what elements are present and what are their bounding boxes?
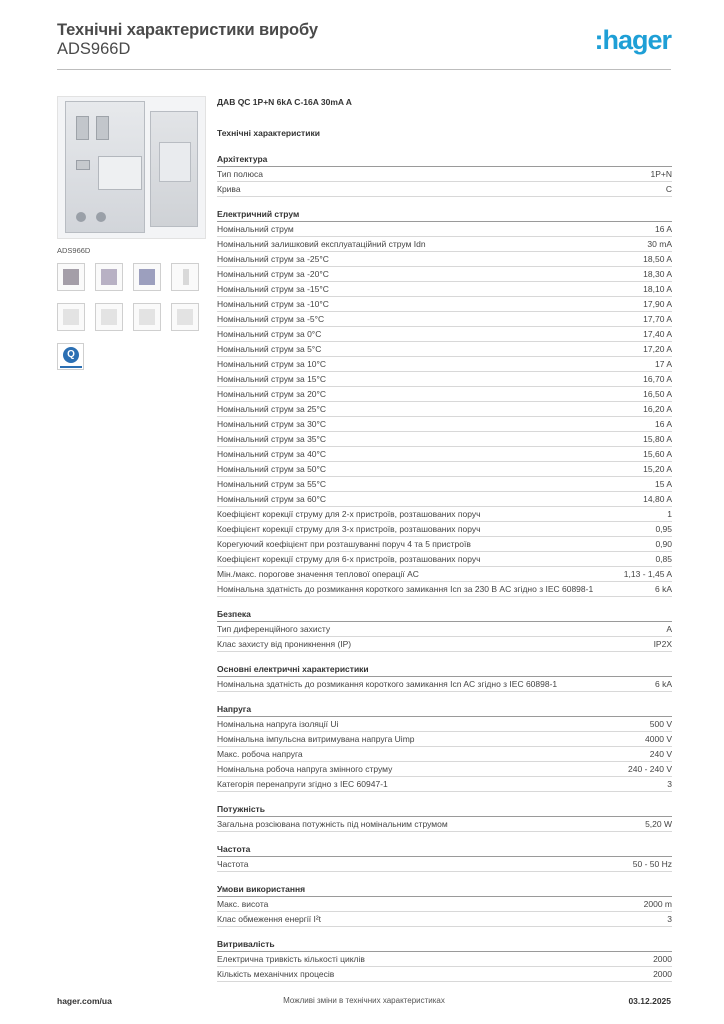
spec-row <box>217 462 672 477</box>
spec-value: 4000 V <box>645 734 672 744</box>
spec-value: 16,70 A <box>643 374 672 384</box>
spec-label: Номінальна робоча напруга змінного струму <box>217 764 393 774</box>
spec-label: Номінальна здатність до розмикання короткого замикання Icn за 230 В AC згідно з IEC 60898-1 <box>217 584 594 594</box>
spec-value: 16,20 A <box>643 404 672 414</box>
toggle-switch-icon <box>96 116 109 140</box>
thumbnail-image <box>101 309 117 325</box>
device-label-image <box>159 142 191 182</box>
spec-label: Номінальна напруга ізоляції Ui <box>217 719 339 729</box>
product-name: ДАВ QC 1P+N 6kA C-16A 30mA A <box>217 97 352 107</box>
spec-row <box>217 762 672 777</box>
section-title: Умови використання <box>217 883 672 897</box>
spec-value: 18,10 A <box>643 284 672 294</box>
thumbnail-image <box>101 269 117 285</box>
spec-row <box>217 182 672 197</box>
spec-row <box>217 717 672 732</box>
spec-row <box>217 282 672 297</box>
thumbnail-image <box>139 269 155 285</box>
spec-value: 14,80 A <box>643 494 672 504</box>
page-footer <box>57 994 671 1010</box>
spec-value: 3 <box>667 914 672 924</box>
spec-row <box>217 622 672 637</box>
spec-row <box>217 507 672 522</box>
spec-row <box>217 297 672 312</box>
section-title: Архітектура <box>217 153 672 167</box>
spec-label: Коефіцієнт корекції струму для 6-х пристроїв, розташованих поруч <box>217 554 481 564</box>
spec-row <box>217 582 672 597</box>
thumbnail-image <box>177 309 193 325</box>
spec-value: 18,30 A <box>643 269 672 279</box>
spec-row <box>217 897 672 912</box>
spec-label: Номінальний струм за 15°C <box>217 374 327 384</box>
spec-value: 16 A <box>654 224 672 234</box>
spec-label: Номінальний струм за 55°C <box>217 479 327 489</box>
device-side-image <box>150 111 198 227</box>
device-label-image <box>98 156 142 190</box>
spec-section <box>217 883 672 927</box>
thumbnail-6[interactable] <box>95 303 123 331</box>
spec-value: 5,20 W <box>645 819 672 829</box>
page-header <box>57 20 671 70</box>
spec-value: 0,85 <box>655 554 672 564</box>
thumbnail-5[interactable] <box>57 303 85 331</box>
spec-row <box>217 167 672 182</box>
spec-row <box>217 522 672 537</box>
spec-value: 3 <box>667 779 672 789</box>
photo-caption: ADS966D <box>57 246 91 255</box>
spec-label: Номінальний струм за -5°C <box>217 314 325 324</box>
spec-row <box>217 967 672 982</box>
spec-row <box>217 342 672 357</box>
product-gallery <box>57 96 207 370</box>
spec-value: IP2X <box>653 639 672 649</box>
spec-label: Тип полюса <box>217 169 263 179</box>
q-mark-icon: Q <box>63 347 79 363</box>
spec-row <box>217 327 672 342</box>
spec-label: Номінальний залишковий експлуатаційний струм Idn <box>217 239 426 249</box>
thumbnail-2[interactable] <box>95 263 123 291</box>
spec-value: 1 <box>667 509 672 519</box>
spec-value: 0,90 <box>655 539 672 549</box>
spec-section <box>217 663 672 692</box>
device-front-image <box>65 101 145 233</box>
spec-row <box>217 777 672 792</box>
spec-row <box>217 492 672 507</box>
footer-note: Можливі зміни в технічних характеристиках <box>283 996 445 1005</box>
terminal-screw-icon <box>76 212 86 222</box>
test-button-icon <box>76 160 90 170</box>
spec-value: 17,90 A <box>643 299 672 309</box>
spec-row <box>217 267 672 282</box>
spec-value: 0,95 <box>655 524 672 534</box>
spec-label: Номінальний струм <box>217 224 294 234</box>
page-title: Технічні характеристики виробу <box>57 21 318 39</box>
thumbnail-image <box>139 309 155 325</box>
section-title: Витривалість <box>217 938 672 952</box>
spec-value: 17,40 A <box>643 329 672 339</box>
spec-label: Кількість механічних процесів <box>217 969 335 979</box>
thumbnail-grid <box>57 263 207 331</box>
spec-value: 15,60 A <box>643 449 672 459</box>
spec-section <box>217 153 672 197</box>
spec-row <box>217 747 672 762</box>
spec-label: Номінальний струм за -15°C <box>217 284 329 294</box>
spec-label: Категорія перенапруги згідно з IEC 60947-1 <box>217 779 388 789</box>
spec-value: 2000 m <box>643 899 672 909</box>
product-code: ADS966D <box>57 40 131 58</box>
spec-row <box>217 387 672 402</box>
spec-row <box>217 222 672 237</box>
spec-row <box>217 952 672 967</box>
thumbnail-4[interactable] <box>171 263 199 291</box>
spec-label: Номінальний струм за 50°C <box>217 464 327 474</box>
spec-row <box>217 817 672 832</box>
spec-value: 240 - 240 V <box>628 764 672 774</box>
spec-row <box>217 357 672 372</box>
spec-label: Номінальний струм за 20°C <box>217 389 327 399</box>
thumbnail-image <box>63 309 79 325</box>
spec-label: Номінальний струм за 40°C <box>217 449 327 459</box>
spec-label: Макс. робоча напруга <box>217 749 303 759</box>
spec-value: 16 A <box>654 419 672 429</box>
spec-row <box>217 447 672 462</box>
spec-row <box>217 432 672 447</box>
badge-stripe <box>60 366 82 368</box>
spec-value: 15,80 A <box>643 434 672 444</box>
spec-label: Електрична тривкість кількості циклів <box>217 954 365 964</box>
section-title: Потужність <box>217 803 672 817</box>
thumbnail-image <box>63 269 79 285</box>
spec-label: Номінальна здатність до розмикання короткого замикання Icn AC згідно з IEC 60898-1 <box>217 679 558 689</box>
spec-row <box>217 637 672 652</box>
spec-value: 6 kA <box>654 584 672 594</box>
spec-value: 1P+N <box>650 169 672 179</box>
spec-row <box>217 402 672 417</box>
spec-row <box>217 732 672 747</box>
spec-label: Тип диференційного захисту <box>217 624 331 634</box>
spec-label: Номінальна імпульсна витримувана напруга Uimp <box>217 734 415 744</box>
spec-value: A <box>666 624 672 634</box>
spec-value: 1,13 - 1,45 A <box>623 569 672 579</box>
spec-value: C <box>665 184 672 194</box>
spec-label: Номінальний струм за 25°C <box>217 404 327 414</box>
thumbnail-1[interactable] <box>57 263 85 291</box>
spec-section <box>217 803 672 832</box>
section-title: Електричний струм <box>217 208 672 222</box>
spec-row <box>217 252 672 267</box>
spec-label: Коефіцієнт корекції струму для 3-х пристроїв, розташованих поруч <box>217 524 481 534</box>
spec-sections <box>217 153 672 982</box>
spec-section <box>217 608 672 652</box>
spec-value: 17 A <box>654 359 672 369</box>
spec-label: Номінальний струм за 10°C <box>217 359 327 369</box>
spec-section <box>217 703 672 792</box>
spec-label: Номінальний струм за -25°C <box>217 254 329 264</box>
spec-label: Клас обмеження енергії I²t <box>217 914 322 924</box>
spec-label: Мін./макс. порогове значення теплової операції AC <box>217 569 419 579</box>
spec-label: Номінальний струм за -20°C <box>217 269 329 279</box>
spec-row <box>217 552 672 567</box>
spec-label: Частота <box>217 859 249 869</box>
spec-value: 2000 <box>653 969 672 979</box>
spec-value: 6 kA <box>654 679 672 689</box>
spec-row <box>217 537 672 552</box>
spec-row <box>217 417 672 432</box>
spec-row <box>217 677 672 692</box>
spec-label: Коефіцієнт корекції струму для 2-х пристроїв, розташованих поруч <box>217 509 481 519</box>
spec-label: Номінальний струм за 0°C <box>217 329 322 339</box>
spec-row <box>217 567 672 582</box>
spec-value: 30 mA <box>647 239 672 249</box>
spec-label: Номінальний струм за 5°C <box>217 344 322 354</box>
toggle-switch-icon <box>76 116 89 140</box>
thumbnail-image <box>183 269 189 285</box>
footer-date: 03.12.2025 <box>628 996 671 1006</box>
spec-value: 15 A <box>654 479 672 489</box>
thumbnail-3[interactable] <box>133 263 161 291</box>
spec-value: 17,20 A <box>643 344 672 354</box>
section-title: Напруга <box>217 703 672 717</box>
spec-panel <box>217 95 672 982</box>
spec-section <box>217 938 672 982</box>
quality-badge-icon <box>57 343 84 370</box>
spec-heading: Технічні характеристики <box>217 128 320 138</box>
spec-label: Клас захисту від проникнення (IP) <box>217 639 352 649</box>
spec-label: Номінальний струм за 35°C <box>217 434 327 444</box>
spec-label: Номінальний струм за 30°C <box>217 419 327 429</box>
spec-value: 50 - 50 Hz <box>632 859 672 869</box>
hager-logo[interactable]: :hager <box>594 25 671 55</box>
spec-label: Макс. висота <box>217 899 269 909</box>
spec-label: Загальна розсіювана потужність під номінальним струмом <box>217 819 448 829</box>
spec-label: Крива <box>217 184 241 194</box>
section-title: Частота <box>217 843 672 857</box>
footer-website-link[interactable]: hager.com/ua <box>57 996 112 1006</box>
spec-value: 500 V <box>649 719 672 729</box>
spec-value: 15,20 A <box>643 464 672 474</box>
spec-value: 240 V <box>649 749 672 759</box>
spec-value: 18,50 A <box>643 254 672 264</box>
terminal-screw-icon <box>96 212 106 222</box>
section-title: Безпека <box>217 608 672 622</box>
spec-section <box>217 208 672 597</box>
spec-row <box>217 912 672 927</box>
spec-label: Номінальний струм за -10°C <box>217 299 329 309</box>
thumbnail-7[interactable] <box>133 303 161 331</box>
spec-value: 2000 <box>653 954 672 964</box>
spec-section <box>217 843 672 872</box>
product-photo[interactable] <box>57 96 206 239</box>
spec-row <box>217 857 672 872</box>
section-title: Основні електричні характеристики <box>217 663 672 677</box>
spec-row <box>217 312 672 327</box>
spec-value: 17,70 A <box>643 314 672 324</box>
spec-row <box>217 477 672 492</box>
thumbnail-8[interactable] <box>171 303 199 331</box>
spec-value: 16,50 A <box>643 389 672 399</box>
spec-label: Номінальний струм за 60°C <box>217 494 327 504</box>
spec-row <box>217 237 672 252</box>
spec-row <box>217 372 672 387</box>
spec-label: Корегуючий коефіцієнт при розташуванні поруч 4 та 5 пристроїв <box>217 539 471 549</box>
